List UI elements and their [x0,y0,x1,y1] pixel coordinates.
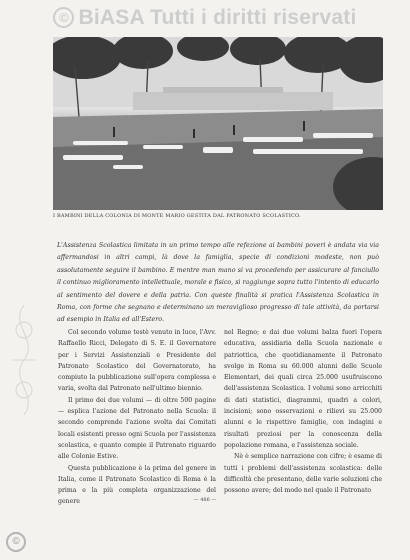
intro-lead: L'Assistenza Scolastica [57,242,132,249]
intro-paragraph [57,240,379,327]
intro-text: limitata in un primo tempo alle refezione ai bambini poveri è andata via via affermandosi in altri campi, là dove la famiglia, specie di condizioni modeste, non può assolutamente seguire il bambino. E mentre man mano si va procedendo per assicurare al fanciullo il continuo miglioramento intellettuale, morale e fisico, si raggiunge sopra tutto l'intento di educarlo al sentimento del dovere e della patria. Con queste finalità si pratica l'Assistenza Scolastica in Roma, con forme che segnano e determinano un meraviglioso progresso di tale attività, da portarsi ad esempio in Italia ed all'Estero. [57,242,379,324]
decorative-stamp [4,300,44,420]
column-left [58,327,216,508]
photo-caption: I BAMBINI DELLA COLONIA DI MONTE MARIO GESTITA DAL PATRONATO SCOLASTICO. [53,213,301,219]
column-right [224,327,382,496]
watermark-text: BiASA Tutti i diritti riservati [78,6,357,29]
page-number: — 486 — [193,497,217,503]
paragraph: Il primo dei due volumi — di oltre 500 pagine — esplica l'azione del Patronato nella Scuola: il secondo comprende l'azione svolta dai Comitati locali esistenti presso ogni Scuola per l'assistenza scolastica, e quanto compie il Patronato riguardo alle Colonie Estive. [58,396,216,461]
photograph [53,37,383,210]
watermark [0,6,410,30]
paragraph: nel Regno; e dai due volumi balza fuori l'opera educativa, assidiaria della Scuola nazionale e patriottica, che quotidianamente il Patronato svolge in Roma su 60.000 alunni delle Scuole Elementari, dei quali circa 25.000 usufruiscono dell'assistenza Scolastica. I volumi sono arricchiti di dati statistici, diagrammi, quadri a colori, incisioni; sono osservazioni e rilievi su 25.000 alunni e le rispettive famiglie, con indagini e risultati preziosi per la conoscenza della popolazione romana, e l'assistenza sociale. [224,329,382,449]
paragraph: Questa pubblicazione è la prima del genere in Italia, come il Patronato Scolastico di Roma è la prima e la più completa organizzazione del genere [58,464,216,506]
paragraph: Nè è semplice narrazione con cifre; è esame di tutti i problemi dell'assistenza scolastica: delle difficoltà che presentano, delle varie soluzioni che possono avere; del modo nel quale il Patronato [224,453,382,495]
paragraph: Col secondo volume testè venuto in luce, l'Avv. Raffaello Ricci, Delegato di S. E. il Governatore per i Servizi Assistenziali e Presidente del Patronato Scolastico del Governatorato, ha compiuto la pubblicazione sull'opera complessa e varia, svolta dal Patronato nell'ultimo biennio. [58,329,216,393]
copyright-logo-icon: © [53,7,74,28]
copyright-corner-icon: © [6,532,26,552]
